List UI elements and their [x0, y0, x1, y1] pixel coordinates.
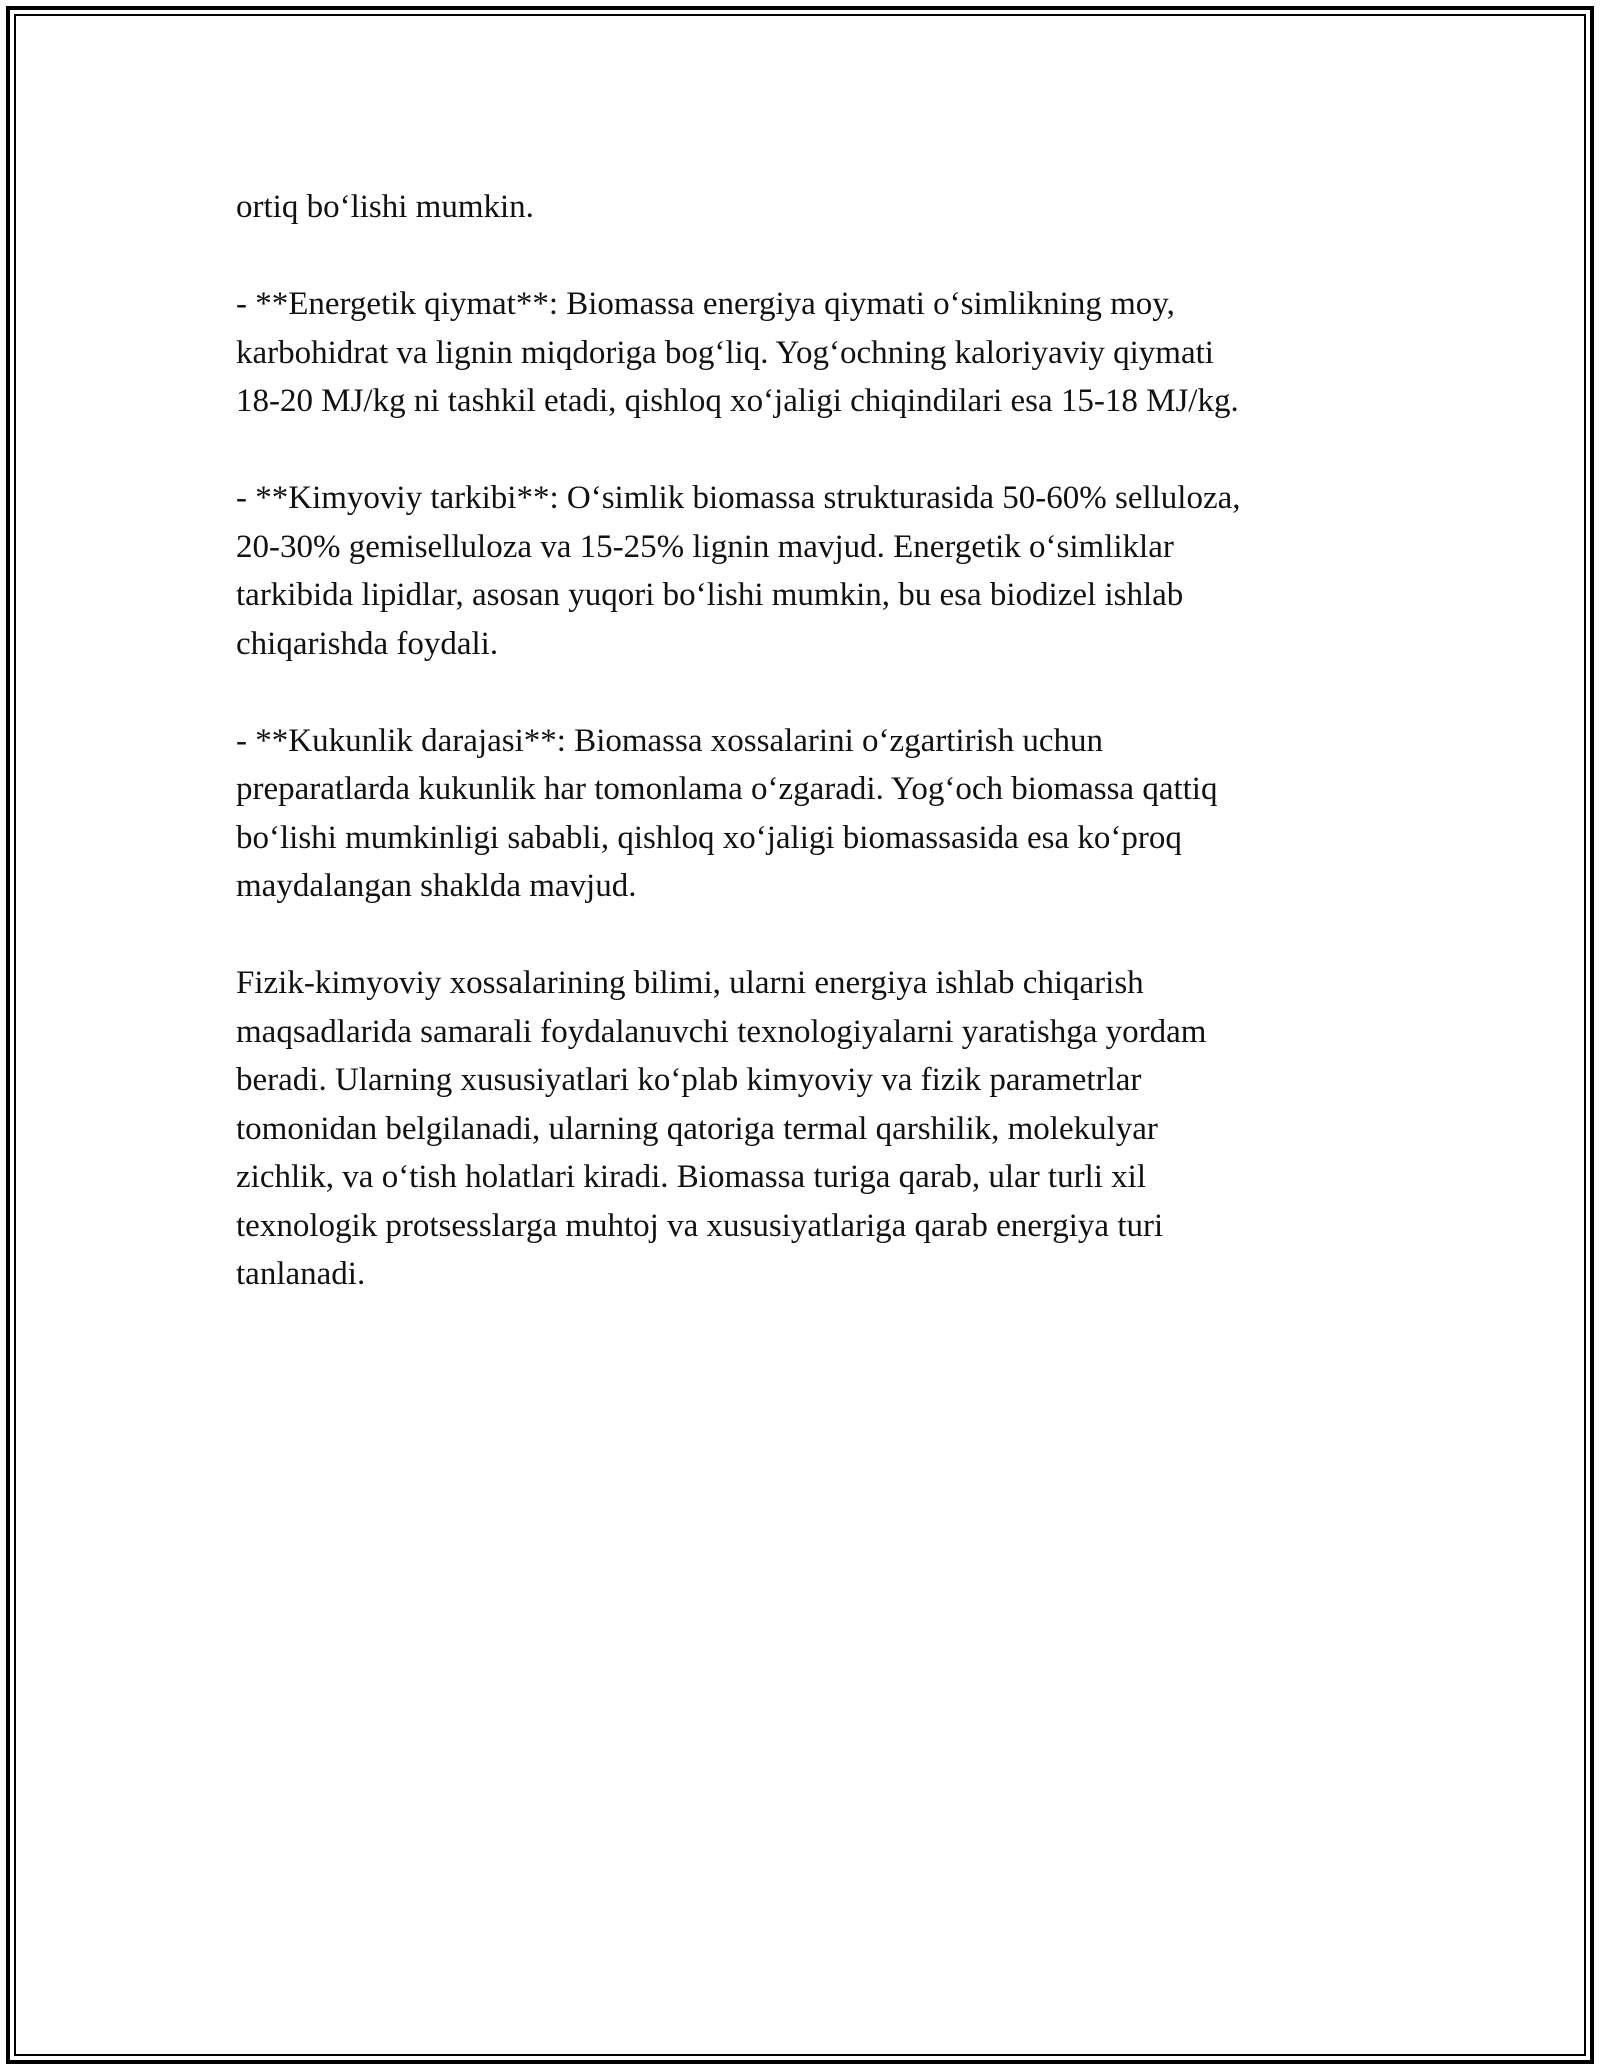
- paragraph-kimyoviy-tarkibi: - **Kimyoviy tarkibi**: O‘simlik biomassa strukturasida 50-60% selluloza, 20-30% gemiselluloza va 15-25% lignin mavjud. Energetik o‘simliklar tarkibida lipidlar, asosan yuqori bo‘lishi mumkin, bu esa biodizel ishlab chiqarishda foydali.: [236, 480, 1241, 662]
- paragraph-energetik-qiymat: - **Energetik qiymat**: Biomassa energiya qiymati o‘simlikning moy, karbohidrat va lignin miqdoriga bog‘liq. Yog‘ochning kaloriyaviy qiymati 18-20 MJ/kg ni tashkil etadi, qishloq xo‘jaligi chiqindilari esa 15-18 MJ/kg.: [236, 286, 1239, 419]
- document-body: [236, 183, 1376, 1347]
- paragraph-conclusion: Fizik-kimyoviy xossalarining bilimi, ularni energiya ishlab chiqarish maqsadlarida samarali foydalanuvchi texnologiyalarni yaratishga yordam beradi. Ularning xususiyatlari ko‘plab kimyoviy va fizik parametrlar tomonidan belgilanadi, ularning qatoriga termal qarshilik, molekulyar zichlik, va o‘tish holatlari kiradi. Biomassa turiga qarab, ular turli xil texnologik protsesslarga muhtoj va xususiyatlariga qarab energiya turi tanlanadi.: [236, 965, 1207, 1292]
- paragraph-continuation: ortiq bo‘lishi mumkin.: [236, 189, 534, 225]
- paragraph-kukunlik-darajasi: - **Kukunlik darajasi**: Biomassa xossalarini o‘zgartirish uchun preparatlarda kukunlik har tomonlama o‘zgaradi. Yog‘och biomassa qattiq bo‘lishi mumkinligi sababli, qishloq xo‘jaligi biomassasida esa ko‘proq maydalangan shaklda mavjud.: [236, 722, 1218, 904]
